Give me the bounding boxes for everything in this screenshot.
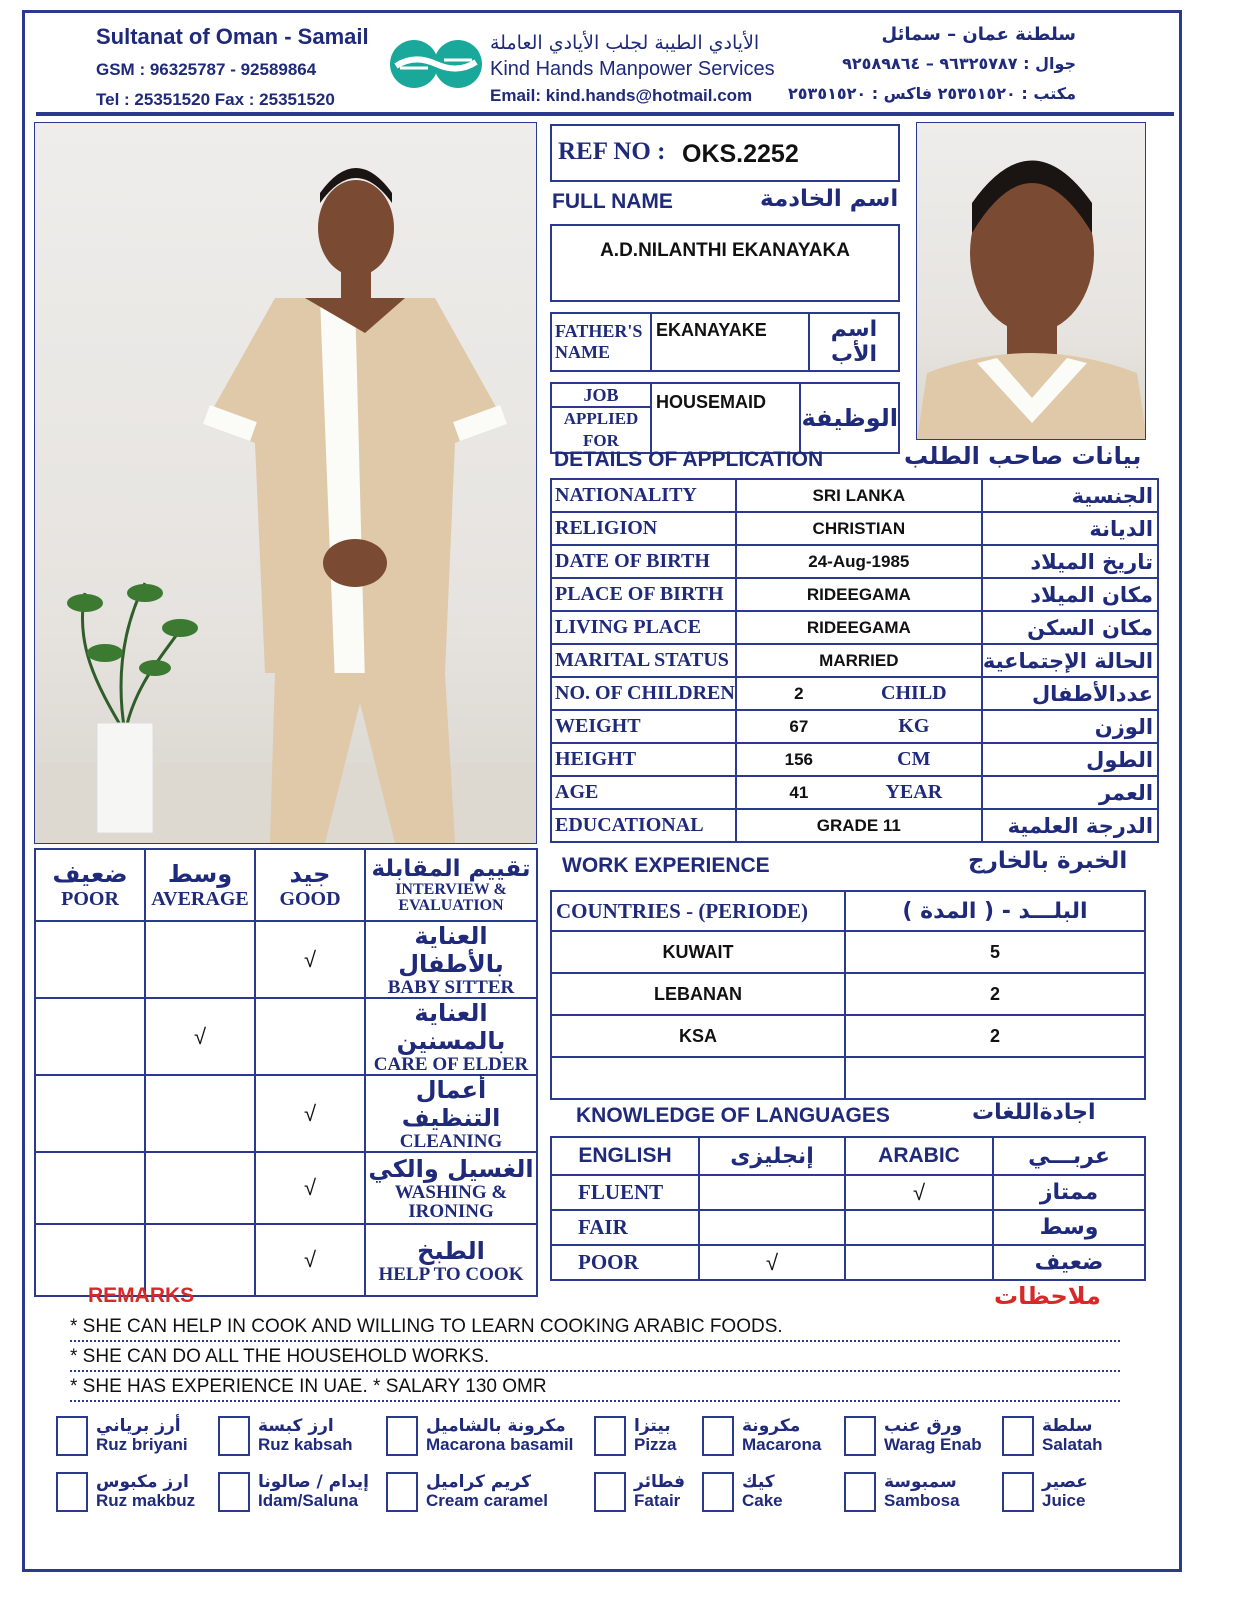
details-value: 156: [784, 750, 814, 769]
details-label-ar: الجنسية: [982, 479, 1158, 512]
full-name-value: A.D.NILANTHI EKANAYAKA: [600, 240, 850, 261]
food-name-en: Fatair: [634, 1491, 681, 1510]
details-row: [551, 578, 1158, 611]
details-label: EDUCATIONAL: [551, 809, 736, 842]
work-country: KSA: [678, 1025, 717, 1046]
food-name-en: Sambosa: [884, 1491, 960, 1510]
food-checkbox[interactable]: [1002, 1472, 1034, 1512]
food-item: [56, 1416, 188, 1456]
details-label: WEIGHT: [551, 710, 736, 743]
details-title: DETAILS OF APPLICATION: [554, 448, 824, 471]
food-checkbox[interactable]: [594, 1472, 626, 1512]
details-row: [551, 809, 1158, 842]
eval-skill-cell: [365, 1075, 537, 1152]
lang-english-mark-cell[interactable]: [699, 1245, 845, 1280]
eval-skill-en: WASHING & IRONING: [394, 1182, 508, 1222]
details-label: NATIONALITY: [551, 479, 736, 512]
eval-good-en: GOOD: [279, 887, 341, 910]
languages-title: KNOWLEDGE OF LANGUAGES: [576, 1104, 890, 1127]
eval-header-poor: [35, 849, 145, 921]
work-row: [551, 931, 1145, 973]
eval-average-ar: وسط: [167, 859, 233, 888]
company-email: Email: kind.hands@hotmail.com: [490, 86, 753, 105]
eval-skill-ar: أعمال التنظيف: [401, 1076, 501, 1132]
details-value-cell: [736, 644, 982, 677]
eval-header-interview: [365, 849, 537, 921]
details-value: 41: [789, 783, 809, 802]
lang-english-mark-cell[interactable]: [699, 1175, 845, 1210]
lang-english: ENGLISH: [578, 1144, 672, 1167]
food-item: [1002, 1416, 1102, 1456]
work-period: 2: [989, 1025, 1000, 1046]
details-label: DATE OF BIRTH: [551, 545, 736, 578]
lang-level-cell: [551, 1245, 699, 1280]
father-label-2: NAME: [555, 342, 610, 362]
remark-line-1: * SHE CAN HELP IN COOK AND WILLING TO LEARN COOKING ARABIC FOODS.: [70, 1316, 1120, 1342]
details-value: GRADE 11: [816, 815, 901, 835]
details-label-ar: تاريخ الميلاد: [982, 545, 1158, 578]
eval-poor-en: POOR: [61, 887, 119, 910]
company-name-en: Kind Hands Manpower Services: [490, 58, 775, 80]
portrait-photo: [916, 122, 1146, 440]
food-name-ar: سلطة: [1042, 1416, 1093, 1437]
work-country: LEBANAN: [654, 983, 742, 1004]
work-row: [551, 1015, 1145, 1057]
work-period-cell: [845, 931, 1145, 973]
eval-skill-en: CARE OF ELDER: [373, 1054, 529, 1075]
header-divider: [36, 112, 1174, 116]
eval-poor-cell[interactable]: [35, 998, 145, 1075]
food-name-en: Ruz makbuz: [96, 1491, 196, 1510]
details-label-ar: الدرجة العلمية: [982, 809, 1158, 842]
details-row: [551, 644, 1158, 677]
details-label-ar: الطول: [982, 743, 1158, 776]
details-row: [551, 512, 1158, 545]
details-value: 2: [794, 684, 804, 703]
father-value-cell: [651, 313, 809, 371]
food-name-ar: مكرونة: [742, 1416, 801, 1437]
lang-level: FAIR: [578, 1215, 628, 1239]
food-checkbox[interactable]: [702, 1416, 734, 1456]
eval-good-cell[interactable]: [255, 1224, 365, 1296]
details-label-ar: الديانة: [982, 512, 1158, 545]
details-row: [551, 611, 1158, 644]
details-value: RIDEEGAMA: [806, 584, 911, 604]
food-name-en: Cream caramel: [426, 1491, 548, 1510]
lang-arabic-mark-cell[interactable]: [845, 1175, 993, 1210]
father-ar-cell: [809, 313, 899, 371]
lang-arabic: ARABIC: [878, 1144, 960, 1167]
work-period-cell: [845, 1057, 1145, 1099]
eval-skill-cell: [365, 921, 537, 998]
food-item: [594, 1416, 677, 1456]
details-value: 24-Aug-1985: [808, 551, 910, 571]
eval-poor-cell[interactable]: [35, 1075, 145, 1152]
details-value: 67: [789, 717, 809, 736]
details-row: [551, 479, 1158, 512]
father-label-ar: اسم الأب: [830, 317, 878, 367]
details-row: [551, 710, 1158, 743]
details-row: [551, 776, 1158, 809]
work-header-row: [551, 891, 1145, 931]
details-value-cell: [736, 512, 982, 545]
lang-english-ar-cell: [699, 1137, 845, 1175]
evaluation-row: [35, 1152, 537, 1224]
eval-skill-ar: العناية بالأطفال: [398, 922, 504, 978]
job-value-cell: [651, 383, 800, 453]
header-gsm: GSM : 96325787 - 92589864: [96, 60, 317, 79]
header-location-ar: سلطنة عمان – سمائل: [881, 24, 1076, 45]
eval-good-cell[interactable]: [255, 1152, 365, 1224]
details-value-cell: [736, 479, 982, 512]
eval-header-good: [255, 849, 365, 921]
details-label: RELIGION: [551, 512, 736, 545]
details-label: HEIGHT: [551, 743, 736, 776]
lang-level-ar-cell: [993, 1245, 1145, 1280]
lang-arabic-mark-cell[interactable]: [845, 1245, 993, 1280]
header-tel: Tel : 25351520 Fax : 25351520: [96, 90, 335, 109]
eval-poor-ar: ضعيف: [52, 859, 128, 888]
food-name-ar: فطائر: [634, 1472, 686, 1493]
eval-good-mark: √: [303, 946, 317, 972]
food-item: [386, 1472, 548, 1512]
food-name-ar: ارز كبسة: [258, 1416, 334, 1437]
father-table: [550, 312, 900, 372]
photo-figure: [35, 123, 537, 844]
lang-english-mark-cell[interactable]: [699, 1210, 845, 1245]
food-name-en: Juice: [1042, 1491, 1086, 1510]
company-name-ar: الأيادي الطيبة لجلب الأيادي العاملة: [490, 32, 760, 54]
details-value: MARRIED: [819, 650, 899, 670]
lang-level-ar: ممتاز: [1039, 1180, 1099, 1205]
remark-line-3: * SHE HAS EXPERIENCE IN UAE. * SALARY 130 OMR: [70, 1376, 1120, 1402]
lang-level-cell: [551, 1175, 699, 1210]
details-value-cell: [736, 776, 982, 809]
eval-skill-en: CLEANING: [399, 1131, 503, 1152]
eval-average-cell[interactable]: [145, 1075, 255, 1152]
details-value-cell: [736, 545, 982, 578]
work-col-ar: البلـــد - ( المدة ): [902, 898, 1088, 924]
eval-skill-ar: الطبخ: [417, 1236, 485, 1265]
job-label-2: APPLIED FOR: [552, 406, 650, 452]
eval-good-cell[interactable]: [255, 998, 365, 1075]
food-name-ar: إيدام / صالونا: [258, 1472, 369, 1493]
food-item: [844, 1472, 960, 1512]
food-checkbox[interactable]: [218, 1472, 250, 1512]
work-header-countries: [551, 891, 845, 931]
ref-value: OKS.2252: [682, 140, 799, 168]
details-unit: CHILD: [881, 682, 947, 704]
details-label: LIVING PLACE: [551, 611, 736, 644]
details-value-cell: [736, 677, 982, 710]
food-name-en: Cake: [742, 1491, 783, 1510]
portrait-figure: [917, 123, 1146, 440]
food-checkbox[interactable]: [594, 1416, 626, 1456]
work-country-cell: [551, 973, 845, 1015]
food-item: [218, 1472, 369, 1512]
eval-header-average: [145, 849, 255, 921]
food-checkbox[interactable]: [56, 1472, 88, 1512]
work-period: 2: [989, 983, 1000, 1004]
food-name-ar: سمبوسة: [884, 1472, 957, 1493]
remarks-label: REMARKS: [88, 1284, 195, 1307]
eval-good-mark: √: [303, 1175, 317, 1200]
food-item: [702, 1416, 821, 1456]
evaluation-row: [35, 1075, 537, 1152]
details-label-ar: العمر: [982, 776, 1158, 809]
eval-average-en: AVERAGE: [151, 887, 249, 910]
lang-level: FLUENT: [578, 1180, 664, 1204]
work-title-ar: الخبرة بالخارج: [968, 848, 1128, 874]
food-checkbox[interactable]: [702, 1472, 734, 1512]
job-label-1: JOB: [583, 385, 619, 405]
lang-arabic-ar: عربـــي: [1028, 1143, 1110, 1169]
food-checkbox[interactable]: [386, 1472, 418, 1512]
job-table: [550, 382, 900, 454]
details-value-cell: [736, 611, 982, 644]
work-period: 5: [989, 941, 1000, 962]
languages-title-ar: اجادةاللغات: [972, 1100, 1096, 1125]
work-period-cell: [845, 1015, 1145, 1057]
lang-english-cell: [551, 1137, 699, 1175]
father-label-1: FATHER'S: [555, 321, 643, 341]
food-name-en: Macarona basamil: [426, 1435, 574, 1454]
eval-average-cell[interactable]: [145, 998, 255, 1075]
full-name-label-ar: اسم الخادمة: [760, 186, 899, 212]
food-item: [1002, 1472, 1088, 1512]
lang-arabic-mark: √: [912, 1179, 926, 1205]
eval-poor-cell[interactable]: [35, 1152, 145, 1224]
eval-good-cell[interactable]: [255, 1075, 365, 1152]
eval-good-mark: √: [303, 1247, 317, 1272]
details-value: RIDEEGAMA: [806, 617, 911, 637]
work-country-cell: [551, 1015, 845, 1057]
lang-english-mark: √: [765, 1249, 779, 1275]
full-body-photo: [34, 122, 537, 844]
job-label-ar: الوظيفة: [801, 404, 898, 432]
details-value-cell: [736, 809, 982, 842]
ref-label: REF NO :: [558, 138, 666, 165]
eval-skill-ar: العناية بالمسنين: [396, 999, 506, 1055]
lang-arabic-ar-cell: [993, 1137, 1145, 1175]
food-name-ar: بيتزا: [634, 1416, 671, 1437]
food-name-en: Warag Enab: [884, 1435, 982, 1454]
details-unit: YEAR: [885, 781, 943, 803]
header-location: Sultanat of Oman - Samail: [96, 24, 369, 49]
lang-level: POOR: [578, 1250, 639, 1274]
work-period-cell: [845, 973, 1145, 1015]
food-checkbox[interactable]: [844, 1472, 876, 1512]
details-label: MARITAL STATUS: [551, 644, 736, 677]
eval-skill-cell: [365, 1152, 537, 1224]
details-label-ar: الوزن: [982, 710, 1158, 743]
food-checkbox[interactable]: [218, 1416, 250, 1456]
food-item: [702, 1472, 783, 1512]
work-row: [551, 1057, 1145, 1099]
food-item: [844, 1416, 982, 1456]
food-name-ar: ارز مكبوس: [96, 1472, 189, 1493]
language-row: [551, 1210, 1145, 1245]
work-row: [551, 973, 1145, 1015]
job-value: HOUSEMAID: [656, 392, 767, 412]
eval-interview-en-2: EVALUATION: [398, 897, 504, 914]
details-value: SRI LANKA: [812, 485, 906, 505]
details-label: PLACE OF BIRTH: [551, 578, 736, 611]
food-name-ar: أرز برياني: [96, 1416, 181, 1437]
lang-level-ar: وسط: [1039, 1215, 1099, 1240]
eval-average-cell[interactable]: [145, 1152, 255, 1224]
work-country: KUWAIT: [662, 941, 734, 962]
job-label-cell: [551, 383, 651, 453]
details-label: AGE: [551, 776, 736, 809]
lang-level-cell: [551, 1210, 699, 1245]
food-item: [218, 1416, 352, 1456]
lang-english-ar: إنجليزى: [730, 1143, 814, 1169]
food-checkbox[interactable]: [1002, 1416, 1034, 1456]
details-label-ar: مكان الميلاد: [982, 578, 1158, 611]
lang-arabic-mark-cell[interactable]: [845, 1210, 993, 1245]
details-unit: KG: [898, 715, 930, 737]
languages-table: [550, 1136, 1146, 1281]
details-row: [551, 677, 1158, 710]
work-col-countries: COUNTRIES - (PERIODE): [556, 898, 809, 923]
eval-skill-en: HELP TO COOK: [378, 1263, 524, 1285]
lang-arabic-cell: [845, 1137, 993, 1175]
header-mobile-ar: جوال : ٩٦٣٢٥٧٨٧ – ٩٢٥٨٩٨٦٤: [842, 54, 1076, 73]
details-value-cell: [736, 710, 982, 743]
evaluation-row: [35, 921, 537, 998]
work-country-cell: [551, 1057, 845, 1099]
details-label-ar: عددالأطفال: [982, 677, 1158, 710]
eval-interview-en-1: INTERVIEW &: [395, 881, 507, 898]
details-label-ar: مكان السكن: [982, 611, 1158, 644]
eval-poor-cell[interactable]: [35, 921, 145, 998]
eval-good-mark: √: [303, 1100, 317, 1126]
full-name-box: [550, 224, 900, 302]
eval-skill-cell: [365, 998, 537, 1075]
eval-skill-en: BABY SITTER: [387, 977, 515, 998]
food-name-en: Ruz briyani: [96, 1435, 188, 1454]
lang-level-ar: ضعيف: [1034, 1250, 1104, 1275]
details-row: [551, 545, 1158, 578]
evaluation-row: [35, 998, 537, 1075]
eval-average-mark: √: [193, 1023, 207, 1049]
languages-header-row: [551, 1137, 1145, 1175]
food-checkbox[interactable]: [386, 1416, 418, 1456]
eval-good-cell[interactable]: [255, 921, 365, 998]
evaluation-table: [34, 848, 538, 1297]
eval-interview-ar: تقييم المقابلة: [371, 856, 531, 882]
ref-box: [550, 124, 900, 182]
eval-skill-cell: [365, 1224, 537, 1296]
food-name-en: Pizza: [634, 1435, 677, 1454]
eval-skill-ar: الغسيل والكي: [368, 1155, 534, 1183]
work-header-ar: [845, 891, 1145, 931]
eval-average-cell[interactable]: [145, 921, 255, 998]
food-name-ar: كريم كراميل: [426, 1472, 532, 1493]
remarks-label-ar: ملاحظات: [994, 1282, 1101, 1310]
remark-line-2: * SHE CAN DO ALL THE HOUSEHOLD WORKS.: [70, 1346, 1120, 1372]
work-title: WORK EXPERIENCE: [562, 854, 770, 877]
food-item: [594, 1472, 685, 1512]
details-label-ar: الحالة الإجتماعية: [982, 644, 1158, 677]
food-item: [386, 1416, 573, 1456]
food-name-ar: عصير: [1042, 1472, 1088, 1493]
eval-good-ar: جيد: [289, 859, 331, 888]
food-checkbox[interactable]: [56, 1416, 88, 1456]
food-name-ar: ورق عنب: [884, 1416, 963, 1437]
father-label-cell: [551, 313, 651, 371]
food-checkbox[interactable]: [844, 1416, 876, 1456]
details-title-ar: بيانات صاحب الطلب: [904, 442, 1142, 470]
details-value-cell: [736, 578, 982, 611]
full-name-label: FULL NAME: [552, 190, 673, 213]
lang-level-ar-cell: [993, 1210, 1145, 1245]
details-unit: CM: [897, 748, 931, 770]
details-label: NO. OF CHILDREN: [551, 677, 736, 710]
work-country-cell: [551, 931, 845, 973]
lang-level-ar-cell: [993, 1175, 1145, 1210]
details-table: [550, 478, 1159, 843]
food-name-en: Idam/Saluna: [258, 1491, 359, 1510]
header-phone-ar: مكتب : ٢٥٣٥١٥٢٠ فاكس : ٢٥٣٥١٥٢٠: [788, 84, 1076, 103]
evaluation-header-row: [35, 849, 537, 921]
food-item: [56, 1472, 195, 1512]
language-row: [551, 1245, 1145, 1280]
company-logo: [388, 38, 484, 90]
food-name-en: Salatah: [1042, 1435, 1103, 1454]
details-value: CHRISTIAN: [812, 518, 906, 538]
food-name-ar: مكرونة بالشاميل: [426, 1416, 566, 1437]
details-value-cell: [736, 743, 982, 776]
details-row: [551, 743, 1158, 776]
food-name-en: Ruz kabsah: [258, 1435, 353, 1454]
father-value: EKANAYAKE: [656, 320, 767, 340]
job-ar-cell: [800, 383, 899, 453]
food-name-ar: كيك: [742, 1472, 775, 1493]
food-name-en: Macarona: [742, 1435, 822, 1454]
work-table: [550, 890, 1146, 1100]
language-row: [551, 1175, 1145, 1210]
